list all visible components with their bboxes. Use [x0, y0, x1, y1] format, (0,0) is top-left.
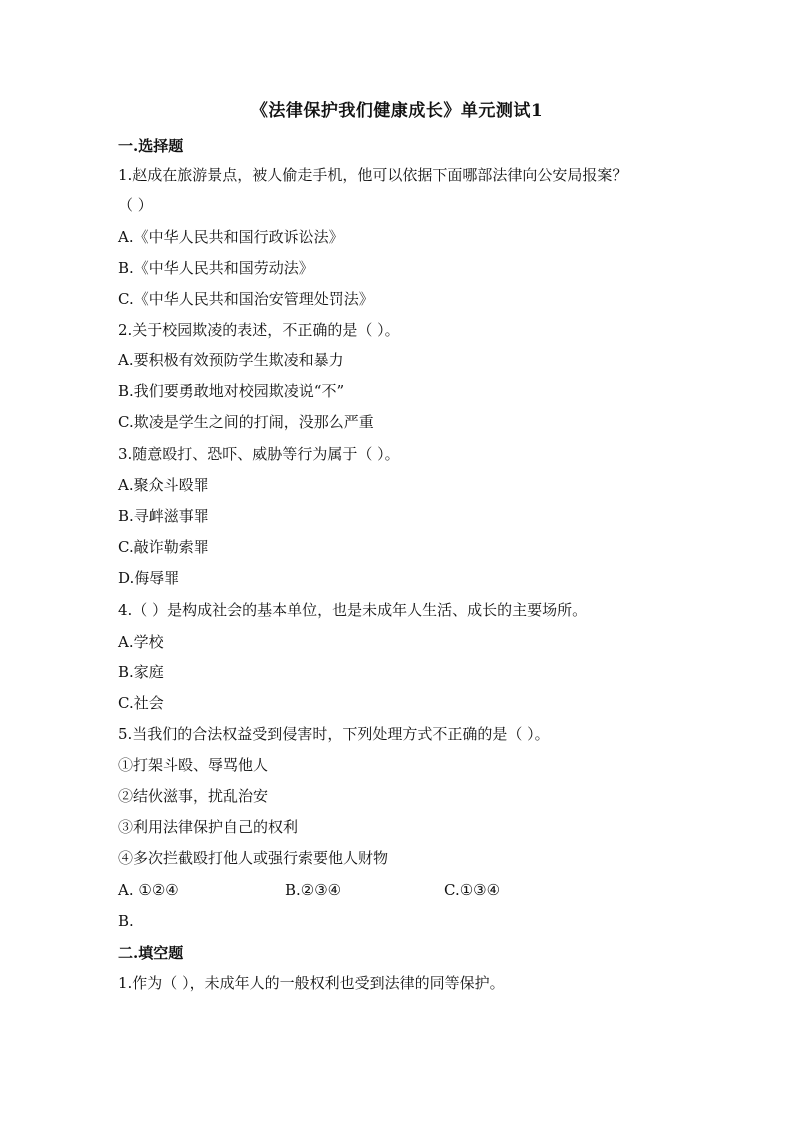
q5-item-2: ②结伙滋事，扰乱治安: [118, 787, 269, 805]
section-heading-choice: 一.选择题: [118, 137, 184, 155]
q3-stem: 3.随意殴打、恐吓、威胁等行为属于（ ）。: [118, 445, 400, 463]
q5-stem: 5.当我们的合法权益受到侵害时，下列处理方式不正确的是（ ）。: [118, 725, 550, 743]
q1-answer-blank: （ ）: [118, 196, 153, 214]
q5-item-3: ③利用法律保护自己的权利: [118, 818, 299, 836]
q4-option-c: C.社会: [118, 694, 164, 712]
q4-stem: 4.（ ）是构成社会的基本单位，也是未成年人生活、成长的主要场所。: [118, 601, 588, 619]
q2-option-b: B.我们要勇敢地对校园欺凌说“不”: [118, 382, 345, 400]
section-heading-fill: 二.填空题: [118, 944, 184, 962]
q5-option-a: A. ①②④: [118, 881, 179, 899]
q5-option-c: C.①③④: [444, 881, 501, 899]
q4-option-b: B.家庭: [118, 663, 164, 681]
q3-option-a: A.聚众斗殴罪: [118, 476, 209, 494]
q2-option-c: C.欺凌是学生之间的打闹，没那么严重: [118, 413, 374, 431]
q4-option-a: A.学校: [118, 633, 164, 651]
q2-stem: 2.关于校园欺凌的表述，不正确的是（ ）。: [118, 321, 400, 339]
q3-option-d: D.侮辱罪: [118, 569, 180, 587]
q1-option-a: A.《中华人民共和国行政诉讼法》: [118, 228, 344, 246]
q5-option-d: B.: [118, 912, 134, 930]
q5-item-1: ①打架斗殴、辱骂他人: [118, 756, 269, 774]
q1-stem: 1.赵成在旅游景点，被人偷走手机，他可以依据下面哪部法律向公安局报案？: [118, 166, 628, 184]
q1-option-c: C.《中华人民共和国治安管理处罚法》: [118, 290, 374, 308]
q1-option-b: B.《中华人民共和国劳动法》: [118, 259, 314, 277]
page-title: 《法律保护我们健康成长》单元测试1: [250, 101, 544, 121]
q5-option-b: B.②③④: [285, 881, 342, 899]
q2-option-a: A.要积极有效预防学生欺凌和暴力: [118, 351, 344, 369]
q3-option-c: C.敲诈勒索罪: [118, 538, 209, 556]
q3-option-b: B.寻衅滋事罪: [118, 507, 209, 525]
q5-item-4: ④多次拦截殴打他人或强行索要他人财物: [118, 849, 389, 867]
fill1-stem: 1.作为（ ），未成年人的一般权利也受到法律的同等保护。: [118, 974, 505, 992]
